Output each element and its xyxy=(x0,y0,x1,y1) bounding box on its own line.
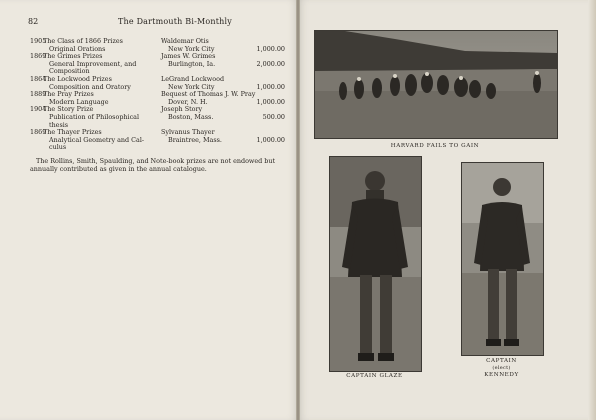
prize-donor: Joseph Story xyxy=(161,105,203,114)
prize-subject: Publication of Philosophical xyxy=(49,112,139,121)
prize-subject: Original Orations xyxy=(49,44,106,53)
prize-title: The Story Prize xyxy=(43,105,94,114)
prize-entry xyxy=(30,53,285,76)
kennedy-caption-elect: (elect) xyxy=(492,365,511,371)
prize-amount: 1,000.00 xyxy=(256,44,285,53)
prize-donor: Waldemar Otis xyxy=(161,37,209,45)
prize-subject: Composition and Oratory xyxy=(49,82,131,91)
prize-subject: Modern Language xyxy=(49,97,109,106)
prize-amount: 1,000.00 xyxy=(256,135,285,144)
prize-donor: Sylvanus Thayer xyxy=(161,128,215,137)
prize-entry xyxy=(30,106,285,129)
prize-year: 1864 xyxy=(30,74,47,83)
prize-list xyxy=(30,38,285,152)
running-title: The Dartmouth Bi-Monthly xyxy=(118,17,232,26)
prize-donor-place: Boston, Mass. xyxy=(168,112,214,121)
prize-year: 1869 xyxy=(30,128,47,137)
prize-donor-place: New York City xyxy=(168,44,215,53)
prize-entry xyxy=(30,91,285,106)
prize-donor: James W. Grimes xyxy=(161,52,216,61)
prize-title: The Thayer Prizes xyxy=(43,128,102,137)
captain-kennedy-photo xyxy=(461,162,544,356)
prize-amount: 2,000.00 xyxy=(256,59,285,68)
kennedy-photo-caption xyxy=(446,358,557,379)
note-line: annually contributed as given in the annual catalogue. xyxy=(30,165,207,173)
prize-donor: LeGrand Lockwood xyxy=(161,74,225,83)
prize-year: 1869 xyxy=(30,52,47,61)
captain-glaze-photo xyxy=(329,156,422,372)
prize-subject-cont: culus xyxy=(49,143,67,152)
note-line: The Rollins, Smith, Spaulding, and Note-book prizes are not endowed but xyxy=(36,157,276,165)
prize-donor-place: Dover, N. H. xyxy=(168,97,208,106)
page-header xyxy=(28,17,280,29)
prize-donor-place: Burlington, Ia. xyxy=(168,59,216,68)
game-photo-caption: HARVARD FAILS TO GAIN xyxy=(390,143,480,149)
prize-year: 1905 xyxy=(30,37,47,45)
book-gutter xyxy=(296,0,300,420)
prize-title: The Lockwood Prizes xyxy=(43,74,112,83)
page-edge xyxy=(588,0,596,420)
prize-title: The Grimes Prizes xyxy=(43,52,103,61)
prize-title: The Pray Prizes xyxy=(43,90,94,99)
prize-year: 1904 xyxy=(30,105,47,114)
prize-subject-cont: thesis xyxy=(49,120,69,129)
glaze-photo-caption: CAPTAIN GLAZE xyxy=(346,373,403,379)
prize-donor-place: New York City xyxy=(168,82,215,91)
endowment-note xyxy=(30,157,285,173)
kennedy-caption-name: KENNEDY xyxy=(484,372,519,378)
prize-amount: 1,000.00 xyxy=(256,97,285,106)
prize-subject: General Improvement, and xyxy=(49,59,137,68)
football-game-photo xyxy=(314,30,558,139)
prize-subject: Analytical Geometry and Cal- xyxy=(49,135,145,144)
prize-title: The Class of 1866 Prizes xyxy=(43,37,123,45)
prize-entry xyxy=(30,129,285,152)
prize-entry xyxy=(30,38,285,53)
prize-subject-cont: Composition xyxy=(49,67,90,76)
prize-entry xyxy=(30,76,285,91)
prize-year: 1889 xyxy=(30,90,47,99)
prize-donor: Bequest of Thomas J. W. Pray xyxy=(161,90,256,99)
prize-donor-place: Braintree, Mass. xyxy=(168,135,222,144)
kennedy-caption-title: CAPTAIN xyxy=(486,358,517,364)
prize-amount: 1,000.00 xyxy=(256,82,285,91)
page-number: 82 xyxy=(28,17,39,26)
prize-amount: 500.00 xyxy=(262,112,285,121)
